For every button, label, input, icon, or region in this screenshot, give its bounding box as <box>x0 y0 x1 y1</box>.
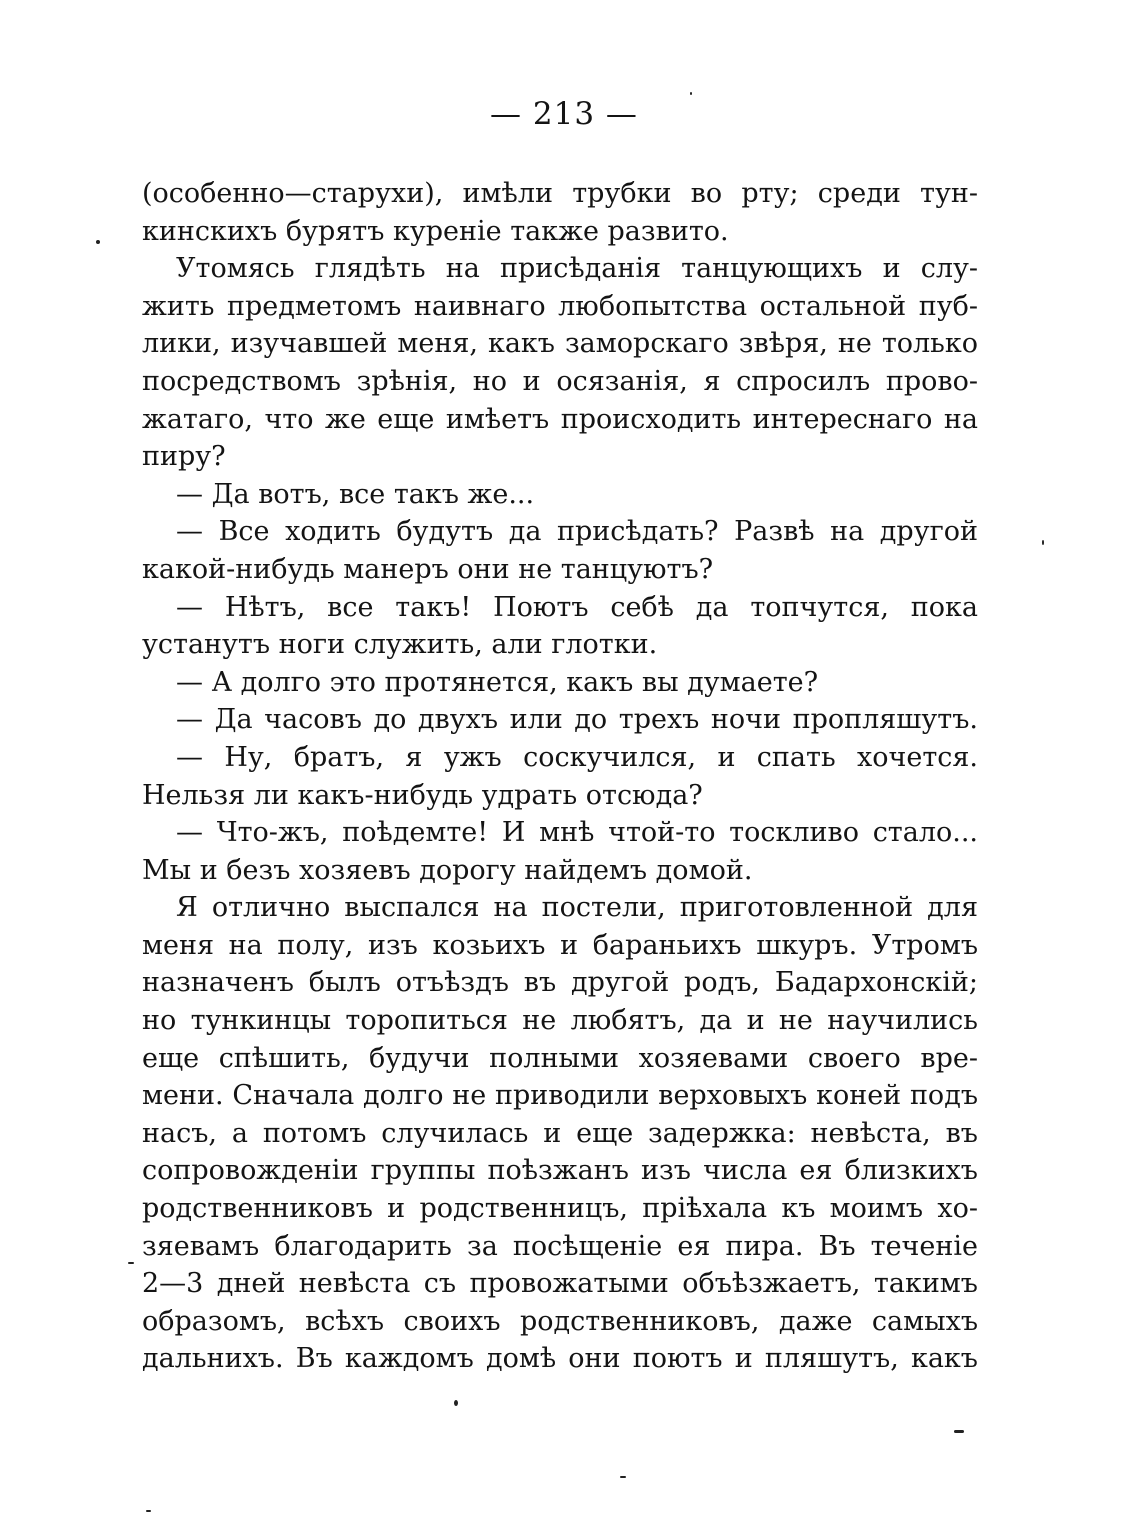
text-line: назначенъ былъ отъѣздъ въ другой родъ, Бадархонскій; <box>142 967 978 999</box>
text-line: — Все ходить будутъ да присѣдать? Развѣ на другой <box>176 516 978 548</box>
scan-speck <box>690 92 692 95</box>
page-number: — 213 — <box>490 96 638 132</box>
text-line: кинскихъ бурятъ куреніе также развито. <box>142 215 729 247</box>
text-line: Я отлично выспался на постели, приготовленной для <box>176 892 978 924</box>
text-line: — Да вотъ, все такъ же... <box>176 478 535 510</box>
scan-speck <box>128 1262 134 1264</box>
text-line: образомъ, всѣхъ своихъ родственниковъ, даже самыхъ <box>142 1305 978 1337</box>
text-line: зяевамъ благодарить за посѣщеніе ея пира. Въ теченіе <box>142 1230 978 1262</box>
text-line: но тункинцы торопиться не любятъ, да и не научились <box>142 1005 978 1037</box>
text-line: — Что-жъ, поѣдемте! И мнѣ чтой-то тоскливо стало... <box>176 817 978 849</box>
text-line: — Да часовъ до двухъ или до трехъ ночи пропляшутъ. <box>176 704 978 736</box>
scan-speck <box>454 1400 458 1406</box>
text-line: Утомясь глядѣть на присѣданія танцующихъ и слу- <box>176 253 978 285</box>
text-line: еще спѣшить, будучи полными хозяевами своего вре- <box>142 1042 978 1074</box>
text-line: жатаго, что же еще имѣетъ происходить интереснаго на <box>142 403 978 435</box>
body-text <box>142 175 978 1378</box>
text-line: жить предметомъ наивнаго любопытства остальной пуб- <box>142 290 978 322</box>
text-line: Нельзя ли какъ-нибудь удрать отсюда? <box>142 779 703 811</box>
text-line: — Нѣтъ, все такъ! Поютъ себѣ да топчутся, пока <box>176 591 978 623</box>
scan-speck <box>1042 540 1044 545</box>
text-line: Мы и безъ хозяевъ дорогу найдемъ домой. <box>142 854 753 886</box>
text-line: — А долго это протянется, какъ вы думаете? <box>176 666 819 698</box>
text-line: — Ну, братъ, я ужъ соскучился, и спать хочется. <box>176 741 978 773</box>
text-line: родственниковъ и родственницъ, пріѣхала къ моимъ хо- <box>142 1193 978 1225</box>
text-line: 2—3 дней невѣста съ провожатыми объѣзжаетъ, такимъ <box>142 1268 978 1300</box>
text-line: насъ, а потомъ случилась и еще задержка: невѣста, въ <box>142 1117 978 1149</box>
text-line: мени. Сначала долго не приводили верховыхъ коней подъ <box>142 1080 978 1112</box>
text-line: сопровожденіи группы поѣзжанъ изъ числа ея близкихъ <box>142 1155 978 1187</box>
scan-speck <box>954 1430 964 1433</box>
scan-speck <box>96 240 100 244</box>
text-line: какой-нибудь манеръ они не танцуютъ? <box>142 553 714 585</box>
scan-speck <box>620 1476 626 1478</box>
text-line: устанутъ ноги служить, али глотки. <box>142 629 658 661</box>
text-line: (особенно—старухи), имѣли трубки во рту; среди тун- <box>142 178 978 209</box>
scan-speck <box>146 1510 151 1512</box>
text-line: меня на полу, изъ козьихъ и бараньихъ шкуръ. Утромъ <box>142 929 978 961</box>
text-line: пиру? <box>142 441 226 473</box>
text-line: посредствомъ зрѣнія, но и осязанія, я спросилъ прово- <box>142 365 978 397</box>
text-line: дальнихъ. Въ каждомъ домѣ они поютъ и пляшутъ, какъ <box>142 1343 978 1375</box>
text-line: лики, изучавшей меня, какъ заморскаго звѣря, не только <box>142 328 978 360</box>
